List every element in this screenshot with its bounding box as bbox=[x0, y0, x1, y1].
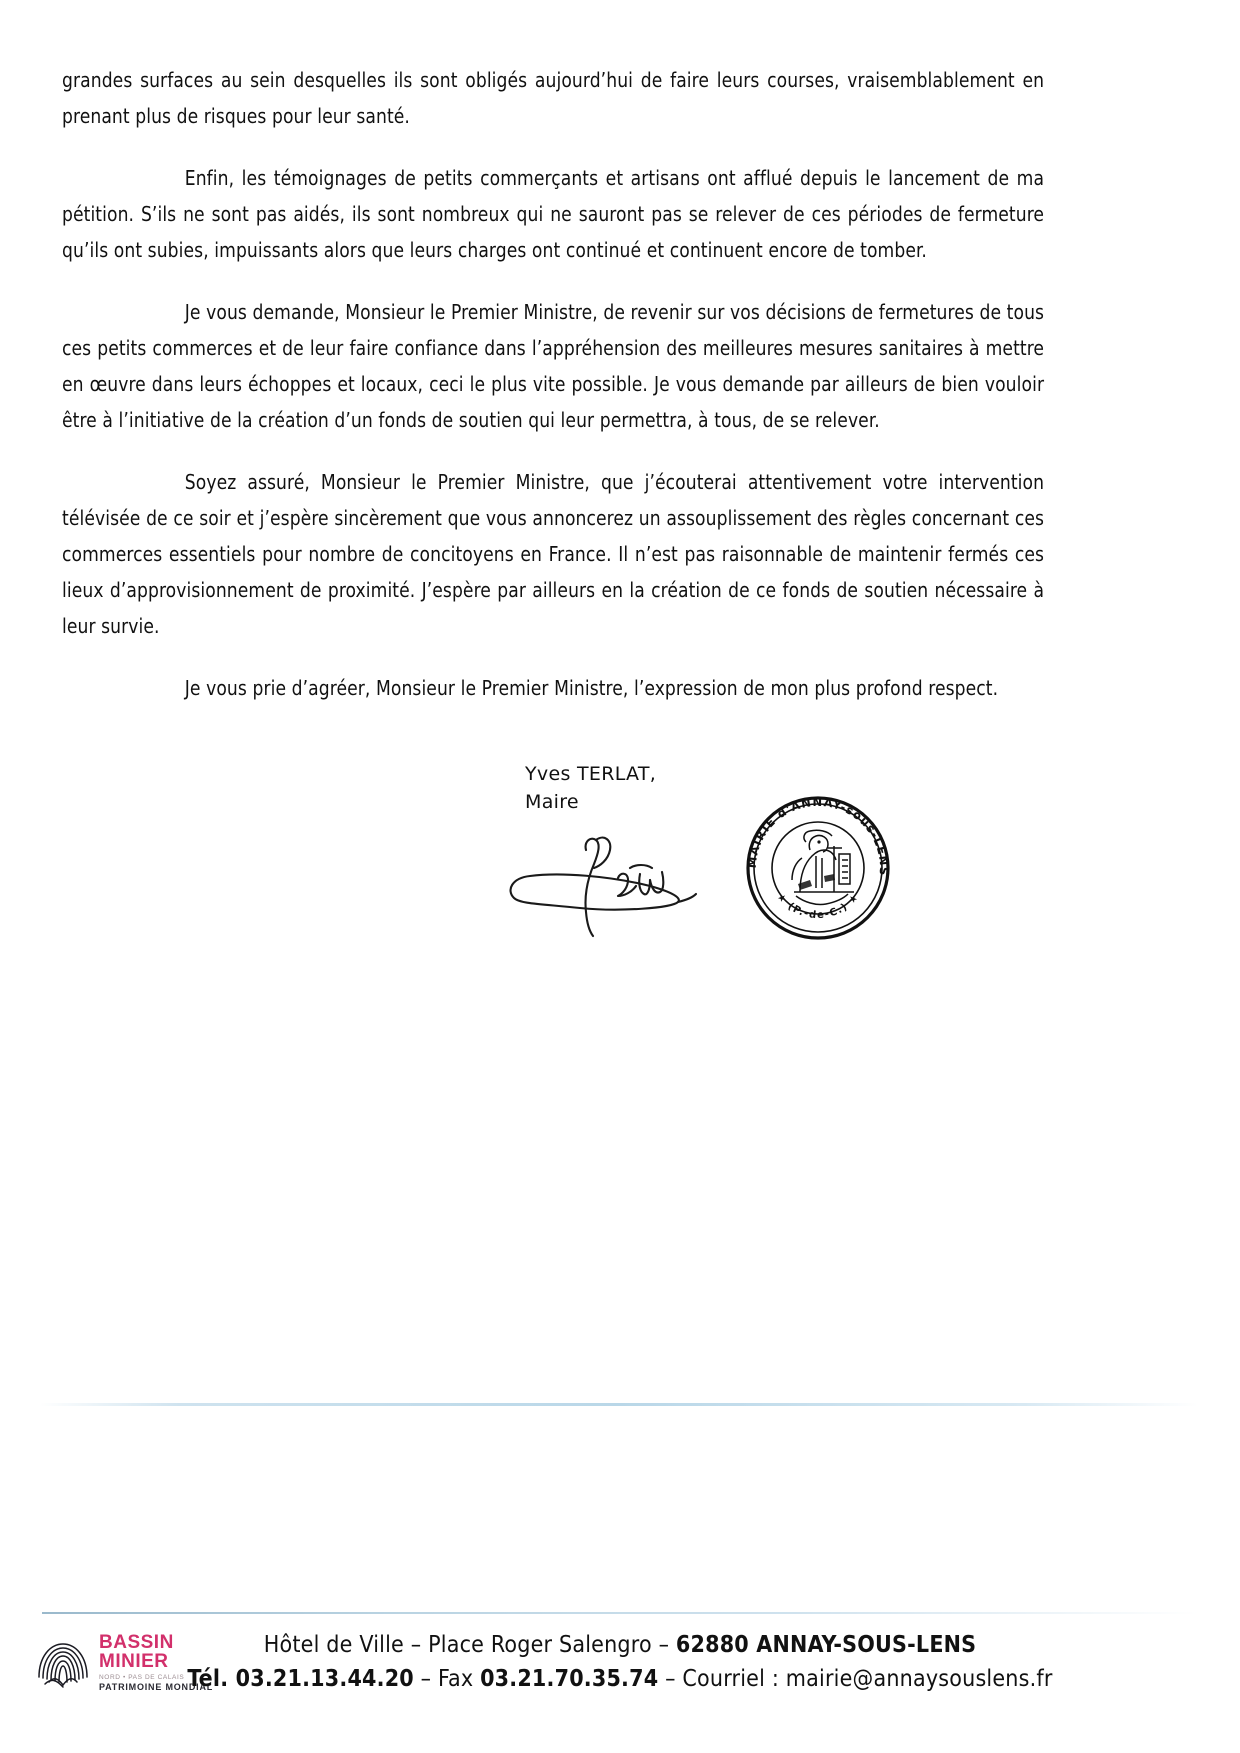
footer-contact-line bbox=[0, 1662, 1240, 1696]
logo-line-minier: MINIER bbox=[99, 1651, 169, 1672]
logo-line-bassin: BASSIN bbox=[99, 1632, 174, 1653]
paragraph-soyez-assure: Soyez assuré, Monsieur le Premier Ministre, que j’écouterai attentivement votre intervention télévisée de ce soir et j’espère sincèrement que vous annoncerez un assouplissement des règles concernant ces commerces essentiels pour nombre de concitoyens en France. Il n’est pas raisonnable de maintenir fermés ces lieux d’approvisionnement de proximité. J’espère par ailleurs en la création de ce fonds de soutien nécessaire à leur survie. bbox=[62, 470, 1045, 638]
paragraph-enfin: Enfin, les témoignages de petits commerçants et artisans ont afflué depuis le lancement de ma pétition. S’ils ne sont pas aidés, ils sont nombreux qui ne sauront pas se relever de ces périodes de fermeture qu’ils ont subies, impuissants alors que leurs charges ont continué et continuent encore de tomber. bbox=[62, 166, 1045, 262]
svg-text:★ (P.-de-C.) ★: ★ (P.-de-C.) ★ bbox=[774, 891, 862, 922]
footer-address-line bbox=[0, 1628, 1240, 1662]
footer-tel-label: Tél. bbox=[187, 1666, 236, 1692]
handwritten-signature-icon bbox=[500, 820, 720, 940]
footer-fax-label: – Fax bbox=[413, 1666, 481, 1692]
logo-tagline: PATRIMOINE MONDIAL bbox=[99, 1682, 214, 1692]
footer-address-block bbox=[0, 1628, 1240, 1696]
logo-region-label: NORD • PAS DE CALAIS bbox=[99, 1674, 185, 1681]
footer-email-label: – Courriel : bbox=[658, 1666, 786, 1692]
footer-address-text: Hôtel de Ville – Place Roger Salengro – bbox=[263, 1632, 676, 1658]
paragraph-formule-politesse: Je vous prie d’agréer, Monsieur le Premier Ministre, l’expression de mon plus profond respect. bbox=[184, 676, 999, 700]
footer-top-rule bbox=[40, 1403, 1198, 1406]
footer-divider bbox=[42, 1612, 1198, 1614]
signatory-name: Yves TERLAT, bbox=[525, 763, 657, 785]
page-footer bbox=[0, 1596, 1240, 1736]
official-stamp bbox=[738, 788, 898, 948]
footer-postal-city: 62880 ANNAY-SOUS-LENS bbox=[675, 1632, 977, 1658]
paragraph-demande: Je vous demande, Monsieur le Premier Ministre, de revenir sur vos décisions de fermetures de tous ces petits commerces et de leur faire confiance dans l’appréhension des meilleures mesures sanitaires à mettre en œuvre dans leurs échoppes et locaux, ceci le plus vite possible. Je vous demande par ailleurs de bien vouloir être à l’initiative de la création d’un fonds de soutien qui leur permettra, à tous, de se relever. bbox=[62, 300, 1045, 432]
footer-email-address: mairie@annaysouslens.fr bbox=[785, 1666, 1053, 1692]
footer-fax-number: 03.21.70.35.74 bbox=[480, 1666, 659, 1692]
paragraph-continuation: grandes surfaces au sein desquelles ils sont obligés aujourd’hui de faire leurs courses, vraisemblablement en prenant plus de risques pour leur santé. bbox=[62, 68, 1045, 128]
footer-tel-number: 03.21.13.44.20 bbox=[235, 1666, 414, 1692]
svg-text:MAIRIE d'ANNAY-sous-LENS: MAIRIE d'ANNAY-sous-LENS bbox=[744, 794, 892, 877]
signatory-title: Maire bbox=[525, 791, 579, 813]
letter-body bbox=[62, 62, 1044, 706]
